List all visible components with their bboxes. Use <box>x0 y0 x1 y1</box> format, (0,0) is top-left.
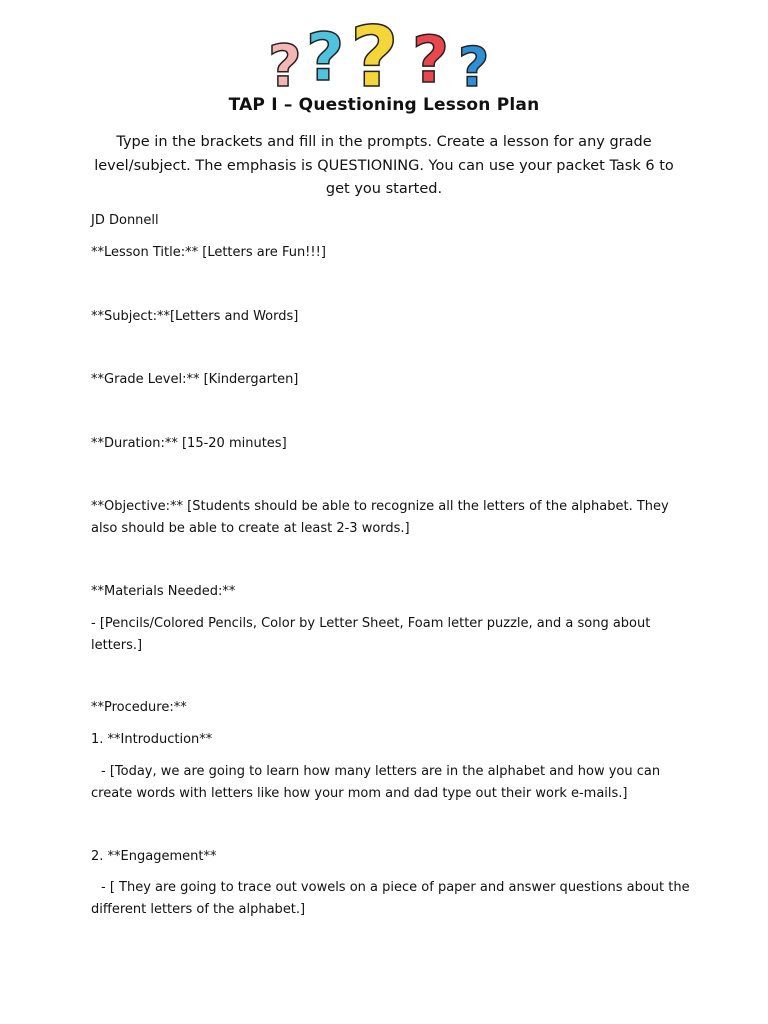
instructions-paragraph: Type in the brackets and fill in the prompts. Create a lesson for any grade level/subject. The emphasis is QUESTIONING. You can use your packet Task 6 to get you started. <box>94 134 674 197</box>
lesson-title-field: **Lesson Title:** [Letters are Fun!!!] <box>91 245 326 260</box>
procedure-heading: **Procedure:** <box>91 700 187 715</box>
step-introduction-heading: 1. **Introduction** <box>91 732 213 747</box>
step-engagement-text: - [ They are going to trace out vowels on a piece of paper and answer questions about the different letters of the alphabet.] <box>91 880 690 917</box>
svg-text:?: ? <box>412 24 450 96</box>
svg-text:?: ? <box>350 10 399 96</box>
svg-text:?: ? <box>306 19 345 96</box>
materials-heading: **Materials Needed:** <box>91 584 236 599</box>
question-marks-icon <box>262 10 506 96</box>
step-introduction-text: - [Today, we are going to learn how many letters are in the alphabet and how you can create words with letters like how your mom and dad type out their work e-mails.] <box>91 764 661 801</box>
author-name: JD Donnell <box>91 213 159 228</box>
materials-item: - [Pencils/Colored Pencils, Color by Letter Sheet, Foam letter puzzle, and a song about letters.] <box>91 616 651 653</box>
document-title: TAP I – Questioning Lesson Plan <box>228 95 540 115</box>
svg-text:?: ? <box>268 32 302 96</box>
grade-level-field: **Grade Level:** [Kindergarten] <box>91 372 299 387</box>
svg-text:?: ? <box>458 36 490 96</box>
objective-field: **Objective:** [Students should be able to recognize all the letters of the alphabet. They also should be able to create at least 2-3 words.] <box>91 499 669 536</box>
subject-field: **Subject:**[Letters and Words] <box>91 309 299 324</box>
duration-field: **Duration:** [15-20 minutes] <box>91 436 287 451</box>
step-engagement-heading: 2. **Engagement** <box>91 849 217 864</box>
